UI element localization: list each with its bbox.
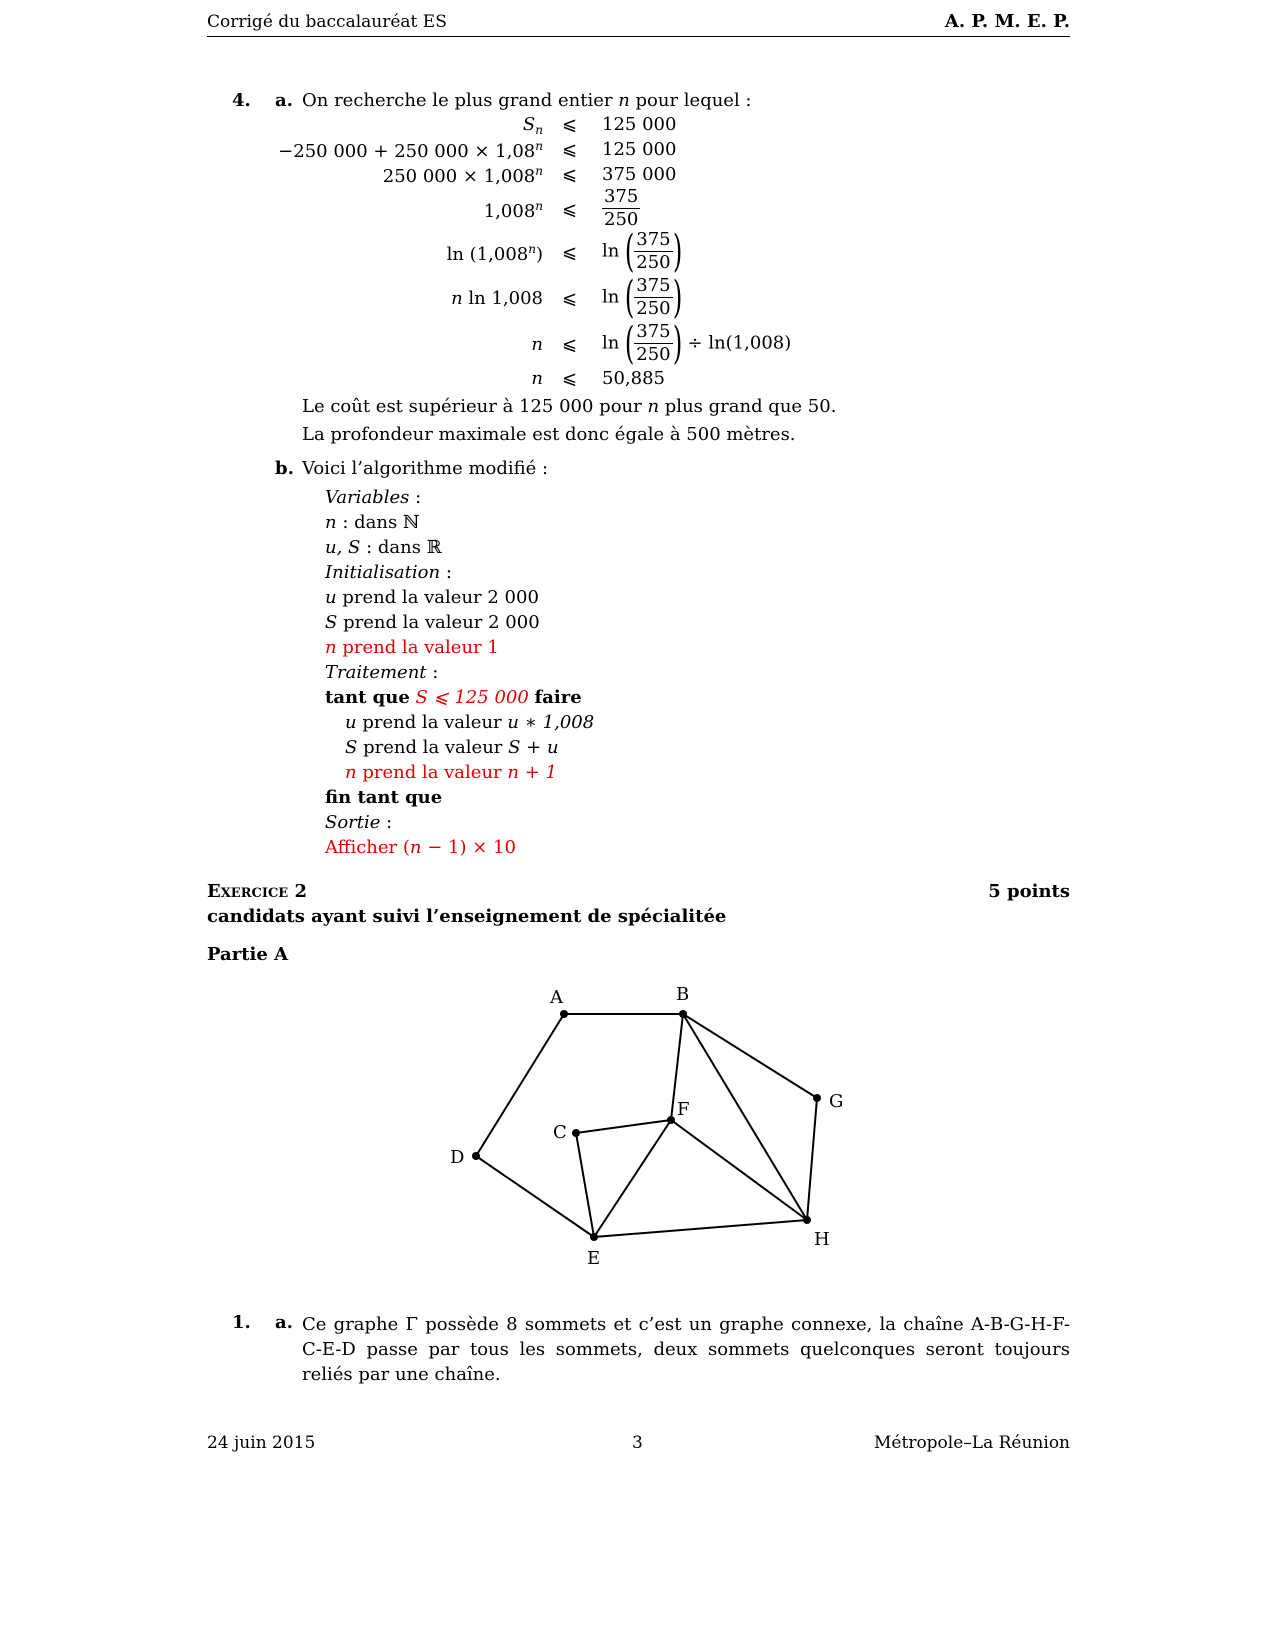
graph-edge-C-E — [576, 1133, 594, 1237]
graph-edge-C-F — [576, 1120, 671, 1133]
algo-us-decl: u, S : dans ℝ — [325, 537, 442, 558]
graph-edge-B-G — [683, 1014, 817, 1098]
partie-a-title: Partie A — [207, 944, 289, 965]
eq-row-3-rel: ⩽ — [562, 164, 578, 185]
eq-row-3-lhs: 250 $000 \times 1,008^n$ — [382, 164, 543, 187]
eq-row-1-lhs: $S_n$ — [522, 114, 543, 137]
eq-row-1-rel: ⩽ — [562, 114, 578, 135]
algo-n-decl: n : dans ℕ — [325, 512, 420, 533]
algo-sortie: Sortie : — [325, 812, 393, 833]
graph-edge-E-F — [594, 1120, 671, 1237]
graph-vertex-label-C: C — [553, 1122, 567, 1143]
footer-date: 24 juin 2015 — [207, 1433, 316, 1453]
eq-row-6-lhs: n ln 1,008 — [451, 288, 543, 309]
header-right: A. P. M. E. P. — [944, 11, 1070, 32]
algo-s-init: S prend la valeur 2 000 — [325, 612, 540, 633]
graph-edge-F-H — [671, 1120, 807, 1220]
algo-while: tant que S ⩽ 125 000 faire — [325, 687, 582, 708]
graph-vertex-F — [667, 1116, 675, 1124]
algo-n-init: n prend la valeur 1 — [325, 637, 499, 658]
graph-edge-G-H — [807, 1098, 817, 1220]
graph-vertex-E — [590, 1233, 598, 1241]
eq-row-4-lhs: 1,008$^n$ — [483, 199, 543, 222]
question-1a-text: Ce graphe Γ possède 8 sommets et c’est un graphe connexe, la chaîne A-B-G-H-F-C-E-D passe par tous les sommets, deux sommets quelconques seront toujours reliés par une chaîne. — [302, 1314, 1070, 1385]
footer-page-number: 3 — [632, 1433, 643, 1453]
question-4a-intro: On recherche le plus grand entier n pour lequel : — [302, 90, 752, 111]
question-1-number: 1. — [232, 1312, 251, 1333]
algo-s-update: S prend la valeur S + u — [345, 737, 559, 758]
exercise-2-subtitle: candidats ayant suivi l’enseignement de spécialitée — [207, 906, 727, 927]
graph-vertices — [472, 1010, 821, 1241]
graph-vertex-label-B: B — [676, 984, 690, 1005]
eq-row-5-lhs: ln (1,008$^n$) — [446, 242, 543, 265]
algo-u-update: u prend la valeur u ∗ 1,008 — [345, 712, 595, 733]
eq-row-7-rhs: ln ( $\frac{375}{250}$ ) ÷ ln(1,008) — [602, 317, 792, 369]
eq-row-8-lhs: n — [531, 368, 543, 389]
exercise-2-points: 5 points — [988, 881, 1070, 902]
fraction: $\frac{375}{250}$ — [604, 186, 639, 230]
graph-edge-D-E — [476, 1156, 594, 1237]
eq-row-2-rhs: 125 000 — [602, 139, 677, 160]
eq-row-4-rel: ⩽ — [562, 199, 578, 220]
graph-vertex-label-G: G — [829, 1091, 844, 1112]
graph-edges — [476, 1014, 817, 1237]
graph-vertex-D — [472, 1152, 480, 1160]
graph-labels — [450, 984, 843, 1269]
eq-row-1-rhs: 125 000 — [602, 114, 677, 135]
algo-n-update: n prend la valeur n + 1 — [345, 762, 557, 783]
graph-vertex-C — [572, 1129, 580, 1137]
exercise-2-title: Exercice 2 — [207, 881, 307, 902]
graph-vertex-H — [803, 1216, 811, 1224]
question-4a-label: a. — [275, 90, 293, 111]
eq-row-8-rhs: 50,885 — [602, 368, 665, 389]
graph-edge-B-H — [683, 1014, 807, 1220]
eq-row-3-rhs: 375 000 — [602, 164, 677, 185]
eq-row-6-rel: ⩽ — [562, 288, 578, 309]
footer-location: Métropole–La Réunion — [874, 1433, 1070, 1453]
question-4a-conclusion-2: La profondeur maximale est donc égale à 500 mètres. — [302, 424, 796, 445]
graph-vertex-label-F: F — [677, 1099, 690, 1120]
eq-row-2-rel: ⩽ — [562, 139, 578, 160]
graph-edge-E-H — [594, 1220, 807, 1237]
eq-row-5-rel: ⩽ — [562, 242, 578, 263]
graph-vertex-label-E: E — [587, 1248, 601, 1269]
question-4b-label: b. — [275, 458, 294, 479]
algo-u-init: u prend la valeur 2 000 — [325, 587, 539, 608]
graph-vertex-label-D: D — [450, 1147, 465, 1168]
eq-row-6-rhs: ln ( $\frac{375}{250}$ ) — [602, 271, 682, 323]
eq-row-5-rhs: ln ( $\frac{375}{250}$ ) — [602, 225, 682, 277]
eq-row-8-rel: ⩽ — [562, 368, 578, 389]
question-4a-conclusion-1: Le coût est supérieur à 125 000 pour n plus grand que 50. — [302, 396, 837, 417]
eq-row-7-rel: ⩽ — [562, 334, 578, 355]
graph-edge-A-D — [476, 1014, 564, 1156]
algo-traitement: Traitement : — [325, 662, 439, 683]
algo-afficher: Afficher (n − 1) × 10 — [325, 837, 516, 858]
eq-row-2-lhs: −250 000 + 250 $000 \times 1,08^n$ — [278, 139, 543, 162]
algo-variables: Variables : — [325, 487, 422, 508]
graph-vertex-label-A: A — [550, 987, 563, 1008]
algo-initialisation: Initialisation : — [325, 562, 452, 583]
header-left: Corrigé du baccalauréat ES — [207, 12, 447, 32]
eq-row-7-lhs: n — [531, 334, 543, 355]
question-1a-label: a. — [275, 1312, 293, 1333]
algo-end-while: fin tant que — [325, 787, 443, 808]
graph-vertex-B — [679, 1010, 687, 1018]
question-4-number: 4. — [232, 90, 251, 111]
graph-vertex-G — [813, 1094, 821, 1102]
graph-vertex-A — [560, 1010, 568, 1018]
question-4b-intro: Voici l’algorithme modifié : — [302, 458, 549, 479]
graph-vertex-label-H: H — [814, 1229, 830, 1250]
